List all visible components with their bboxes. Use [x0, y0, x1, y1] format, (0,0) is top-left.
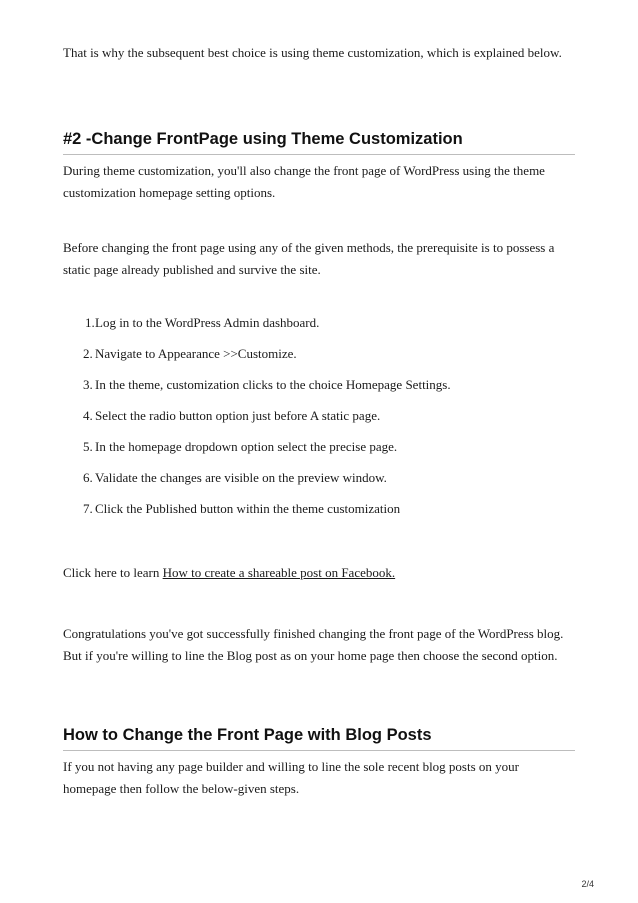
learn-paragraph: [63, 562, 575, 584]
list-item: [63, 498, 575, 529]
learn-prefix: Click here to learn: [63, 565, 163, 580]
step-number: 5.: [83, 439, 93, 454]
section-heading-theme-customization: #2 -Change FrontPage using Theme Customization: [63, 128, 575, 155]
step-text: Log in to the WordPress Admin dashboard.: [95, 315, 320, 330]
list-item: [63, 467, 575, 498]
step-text: In the theme, customization clicks to the choice Homepage Settings.: [95, 377, 451, 392]
facebook-post-link[interactable]: How to create a shareable post on Facebook.: [162, 565, 396, 580]
step-number: 4.: [83, 408, 93, 423]
steps-list: [63, 312, 575, 529]
step-text: Click the Published button within the theme customization: [95, 501, 401, 516]
list-item: [63, 374, 575, 405]
step-text: Navigate to Appearance >>Customize.: [95, 346, 297, 361]
step-text: Validate the changes are visible on the preview window.: [95, 470, 387, 485]
list-item: [63, 436, 575, 467]
list-item: [63, 343, 575, 374]
step-number: 6.: [83, 470, 93, 485]
list-item: [63, 312, 575, 343]
page-number: 2/4: [581, 879, 594, 889]
step-number: 1.: [85, 315, 95, 330]
step-number: 3.: [83, 377, 93, 392]
intro-paragraph: That is why the subsequent best choice is using theme customization, which is explained below.: [63, 45, 562, 60]
theme-customization-paragraph: During theme customization, you'll also change the front page of WordPress using the theme customization homepage setting options.: [63, 163, 545, 200]
congrats-paragraph: Congratulations you've got successfully finished changing the front page of the WordPress blog. But if you're willing to line the Blog post as on your home page then choose the second option.: [63, 626, 564, 663]
list-item: [63, 405, 575, 436]
step-text: Select the radio button option just before A static page.: [95, 408, 381, 423]
step-number: 2.: [83, 346, 93, 361]
prerequisite-paragraph: Before changing the front page using any of the given methods, the prerequisite is to possess a static page already published and survive the site.: [63, 240, 555, 277]
blog-posts-paragraph: If you not having any page builder and willing to line the sole recent blog posts on your homepage then follow the below-given steps.: [63, 759, 519, 796]
section-heading-blog-posts: How to Change the Front Page with Blog Posts: [63, 724, 575, 751]
step-number: 7.: [83, 501, 93, 516]
step-text: In the homepage dropdown option select the precise page.: [95, 439, 398, 454]
